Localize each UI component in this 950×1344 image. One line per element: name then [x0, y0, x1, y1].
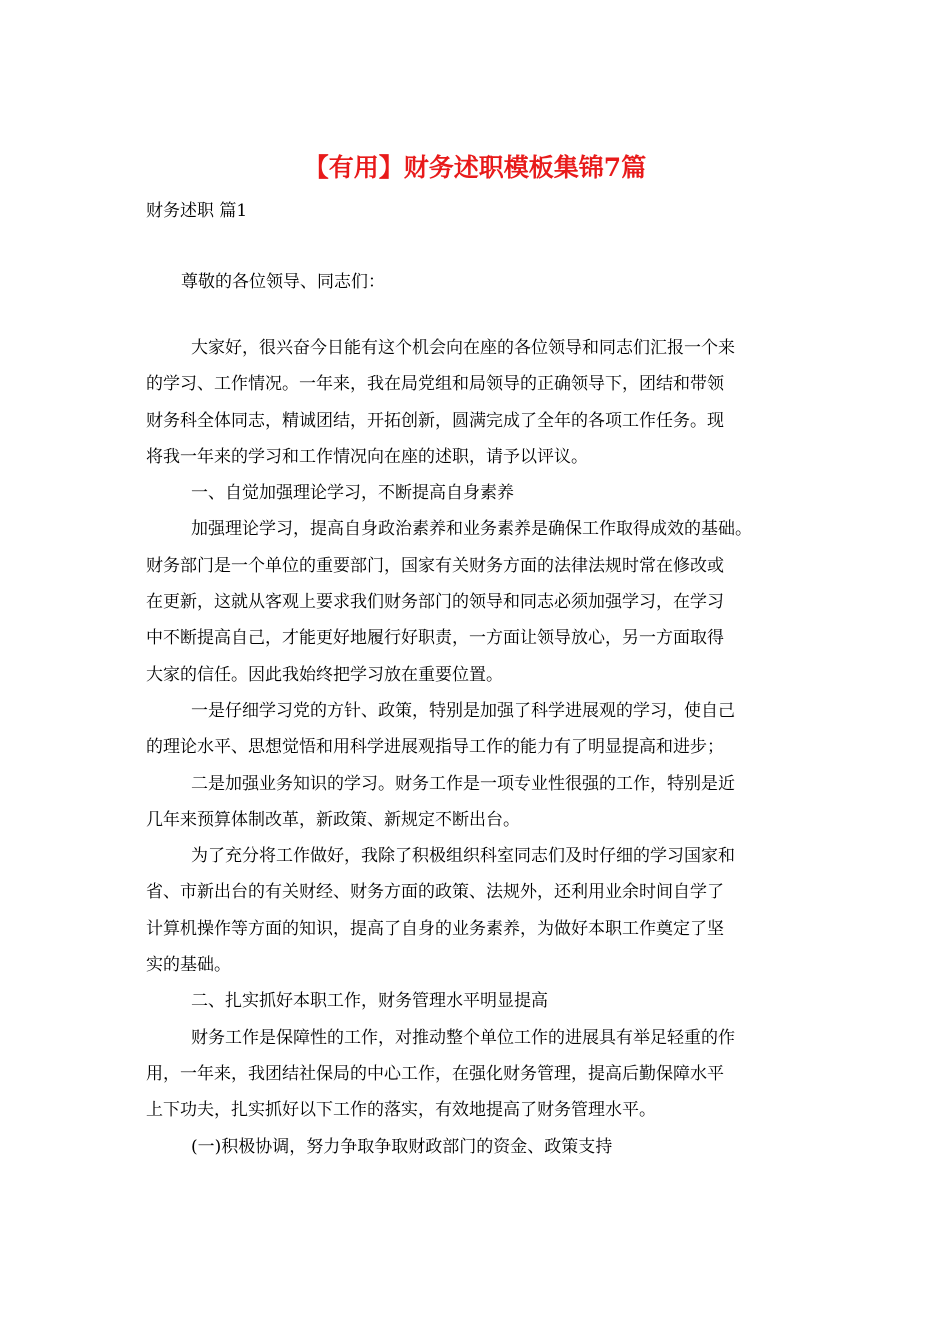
body-line: 用，一年来，我团结社保局的中心工作，在强化财务管理，提高后勤保障水平	[146, 1063, 724, 1084]
body-line: 的理论水平、思想觉悟和用科学进展观指导工作的能力有了明显提高和进步；	[146, 737, 724, 758]
greeting-line: 尊敬的各位领导、同志们：	[181, 272, 385, 292]
body-line: 省、市新出台的有关财经、财务方面的政策、法规外，还利用业余时间自学了	[146, 882, 724, 903]
document-title: 【有用】财务述职模板集锦7篇	[303, 153, 647, 182]
body-line: 计算机操作等方面的知识，提高了自身的业务素养，为做好本职工作奠定了坚	[146, 918, 724, 939]
body-line: 中不断提高自己，才能更好地履行好职责，一方面让领导放心，另一方面取得	[146, 628, 724, 649]
body-line: 大家好，很兴奋今日能有这个机会向在座的各位领导和同志们汇报一个来	[191, 338, 735, 358]
section-heading: 财务述职 篇1	[146, 201, 248, 221]
body-line: 大家的信任。因此我始终把学习放在重要位置。	[146, 664, 503, 685]
body-line: 的学习、工作情况。一年来，我在局党组和局领导的正确领导下，团结和带领	[146, 374, 724, 395]
body-line: 二是加强业务知识的学习。财务工作是一项专业性很强的工作，特别是近	[191, 773, 735, 794]
body-line: 一是仔细学习党的方针、政策，特别是加强了科学进展观的学习，使自己	[191, 700, 735, 721]
body-line: 实的基础。	[146, 955, 231, 976]
body-line: 将我一年来的学习和工作情况向在座的述职，请予以评议。	[146, 446, 588, 467]
body-line: 几年来预算体制改革，新政策、新规定不断出台。	[146, 809, 520, 830]
body-line: 上下功夫，扎实抓好以下工作的落实，有效地提高了财务管理水平。	[146, 1100, 656, 1121]
body-line: 为了充分将工作做好，我除了积极组织科室同志们及时仔细的学习国家和	[191, 846, 735, 867]
body-line: 财务部门是一个单位的重要部门，国家有关财务方面的法律法规时常在修改或	[146, 555, 724, 576]
body-line: 财务工作是保障性的工作，对推动整个单位工作的进展具有举足轻重的作	[191, 1027, 735, 1048]
body-line: 一、自觉加强理论学习，不断提高自身素养	[191, 483, 514, 504]
body-text	[146, 336, 866, 1171]
body-line: 加强理论学习，提高自身政治素养和业务素养是确保工作取得成效的基础。	[191, 519, 752, 540]
body-line: (一)积极协调，努力争取争取财政部门的资金、政策支持	[191, 1136, 613, 1157]
body-line: 财务科全体同志，精诚团结，开拓创新，圆满完成了全年的各项工作任务。现	[146, 410, 724, 431]
body-line: 在更新，这就从客观上要求我们财务部门的领导和同志必须加强学习，在学习	[146, 592, 724, 613]
body-line: 二、扎实抓好本职工作，财务管理水平明显提高	[191, 991, 548, 1012]
